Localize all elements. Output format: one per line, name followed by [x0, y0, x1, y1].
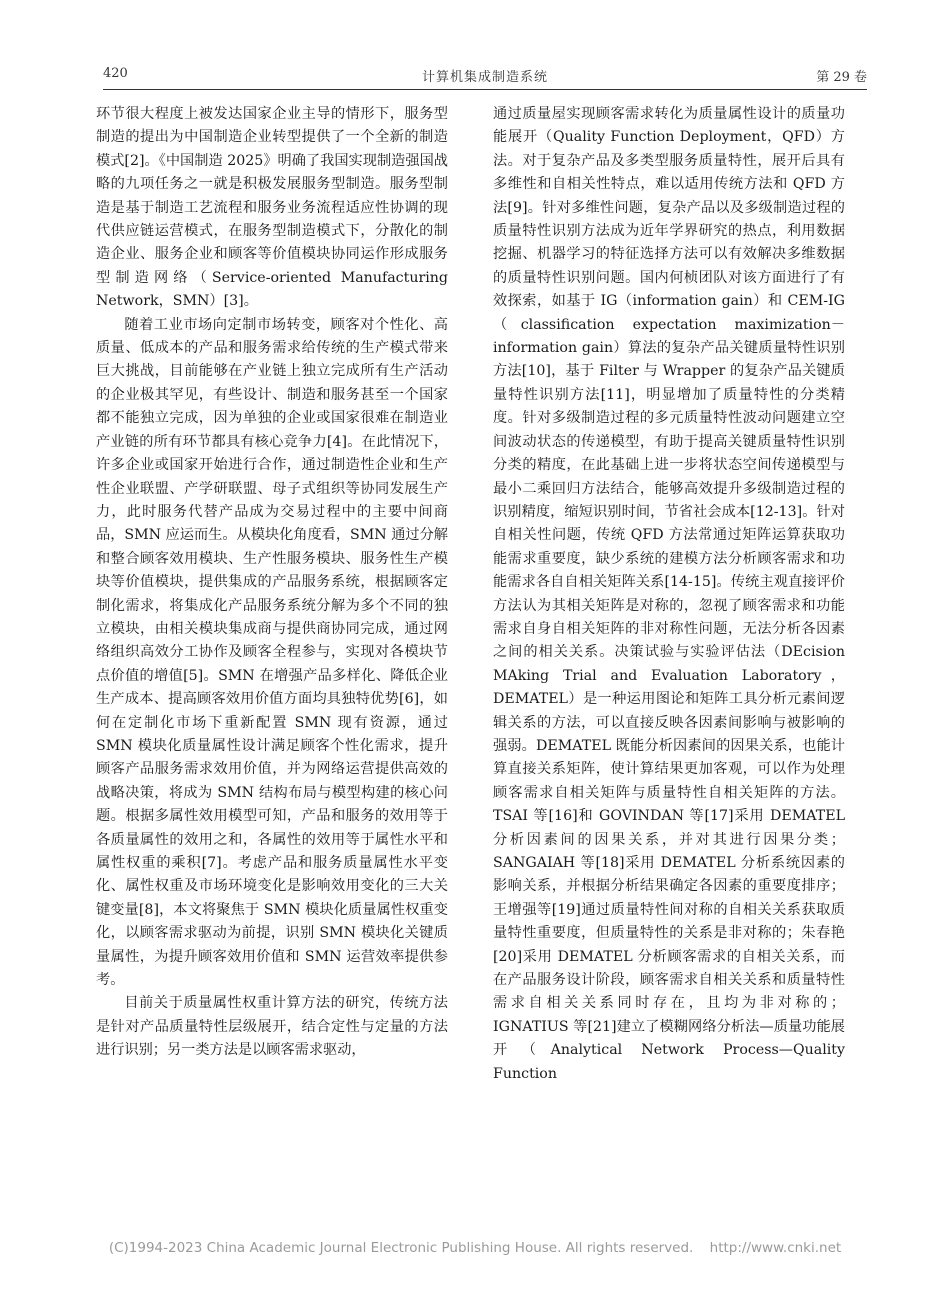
footer-url[interactable]: http://www.cnki.net [709, 1240, 842, 1256]
header-rule [103, 89, 867, 90]
paragraph: 随着工业市场向定制市场转变，顾客对个性化、高质量、低成本的产品和服务需求给传统的生产模式带来巨大挑战，目前能够在产业链上独立完成所有生产活动的企业极其罕见，有些设计、制造和服务甚至一个国家都不能独立完成，因为单独的企业或国家很难在制造业产业链的所有环节都具有核心竞争力[4]。在此情况下，许多企业或国家开始进行合作，通过制造性企业和生产性企业联盟、产学研联盟、母子式组织等协同发展生产力，此时服务代替产品成为交易过程中的主要中间商品，SMN 应运而生。从模块化角度看，SMN 通过分解和整合顾客效用模块、生产性服务模块、服务性生产模块等价值模块，提供集成的产品服务系统，根据顾客定制化需求，将集成化产品服务系统分解为多个不同的独立模块，由相关模块集成商与提供商协同完成，通过网络组织高效分工协作及顾客全程参与，实现对各模块节点价值的增值[5]。SMN 在增强产品多样化、降低企业生产成本、提高顾客效用价值方面均具独特优势[6]，如何在定制化市场下重新配置 SMN 现有资源，通过 SMN 模块化质量属性设计满足顾客个性化需求，提升顾客产品服务需求效用价值，并为网络运营提供高效的战略决策，将成为 SMN 结构布局与模型构建的核心问题。根据多属性效用模型可知，产品和服务的效用等于各质量属性的效用之和，各属性的效用等于属性水平和属性权重的乘积[7]。考虑产品和服务质量属性水平变化、属性权重及市场环境变化是影响效用变化的三大关键变量[8]，本文将聚焦于 SMN 模块化质量属性权重变化，以顾客需求驱动为前提，识别 SMN 模块化关键质量属性，为提升顾客效用价值和 SMN 运营效率提供参考。 [96, 316, 448, 989]
copyright-text: (C)1994-2023 China Academic Journal Electronic Publishing House. All rights reserved. [108, 1240, 694, 1256]
paragraph: 目前关于质量属性权重计算方法的研究，传统方法是针对产品质量特性层级展开，结合定性与定量的方法进行识别；另一类方法是以顾客需求驱动， [96, 995, 448, 1059]
right-column [493, 103, 845, 1086]
left-column [96, 103, 448, 1063]
copyright-footer [0, 1240, 950, 1256]
volume-label: 第 29 卷 [816, 70, 867, 85]
running-header [103, 66, 867, 88]
journal-title: 计算机集成制造系统 [421, 70, 548, 85]
paragraph: 环节很大程度上被发达国家企业主导的情形下，服务型制造的提出为中国制造企业转型提供了一个全新的制造模式[2]。《中国制造 2025》明确了我国实现制造强国战略的九项任务之一就是积极发展服务型制造。服务型制造是基于制造工艺流程和服务业务流程适应性协调的现代供应链运营模式，在服务型制造模式下，分散化的制造企业、服务企业和顾客等价值模块协同运作形成服务型制造网络（Service-oriented Manufacturing Network，SMN）[3]。 [96, 106, 448, 310]
page-number: 420 [103, 66, 128, 81]
paragraph: 通过质量屋实现顾客需求转化为质量属性设计的质量功能展开（Quality Function Deployment，QFD）方法。对于复杂产品及多类型服务质量特性，展开后具有多维性和自相关性特点，难以适用传统方法和 QFD 方法[9]。针对多维性问题，复杂产品以及多级制造过程的质量特性识别方法成为近年学界研究的热点，利用数据挖掘、机器学习的特征选择方法可以有效解决多维数据的质量特性识别问题。国内何桢团队对该方面进行了有效探索，如基于 IG（information gain）和 CEM-IG（classification expectation maximization－information gain）算法的复杂产品关键质量特性识别方法[10]，基于 Filter 与 Wrapper 的复杂产品关键质量特性识别方法[11]，明显增加了质量特性的分类精度。针对多级制造过程的多元质量特性波动问题建立空间波动状态的传递模型，有助于提高关键质量特性识别分类的精度，在此基础上进一步将状态空间传递模型与最小二乘回归方法结合，能够高效提升多级制造过程的识别精度，缩短识别时间，节省社会成本[12-13]。针对自相关性问题，传统 QFD 方法常通过矩阵运算获取功能需求重要度，缺少系统的建模方法分析顾客需求和功能需求各自自相关矩阵关系[14-15]。传统主观直接评价方法认为其相关矩阵是对称的，忽视了顾客需求和功能需求自身自相关矩阵的非对称性问题，无法分析各因素之间的相关关系。决策试验与实验评估法（DEcision MAking Trial and Evaluation Laboratory，DEMATEL）是一种运用图论和矩阵工具分析元素间逻辑关系的方法，可以直接反映各因素间影响与被影响的强弱。DEMATEL 既能分析因素间的因果关系，也能计算直接关系矩阵，使计算结果更加客观，可以作为处理顾客需求自相关矩阵与质量特性自相关矩阵的方法。TSAI 等[16]和 GOVINDAN 等[17]采用 DEMATEL 分析因素间的因果关系，并对其进行因果分类；SANGAIAH 等[18]采用 DEMATEL 分析系统因素的影响关系，并根据分析结果确定各因素的重要度排序；王增强等[19]通过质量特性间对称的自相关关系获取质量特性重要度，但质量特性的关系是非对称的；朱春艳[20]采用 DEMATEL 分析顾客需求的自相关关系，而在产品服务设计阶段，顾客需求自相关关系和质量特性需求自相关关系同时存在，且均为非对称的；IGNATIUS 等[21]建立了模糊网络分析法—质量功能展开（Analytical Network Process—Quality Function [493, 106, 845, 1082]
